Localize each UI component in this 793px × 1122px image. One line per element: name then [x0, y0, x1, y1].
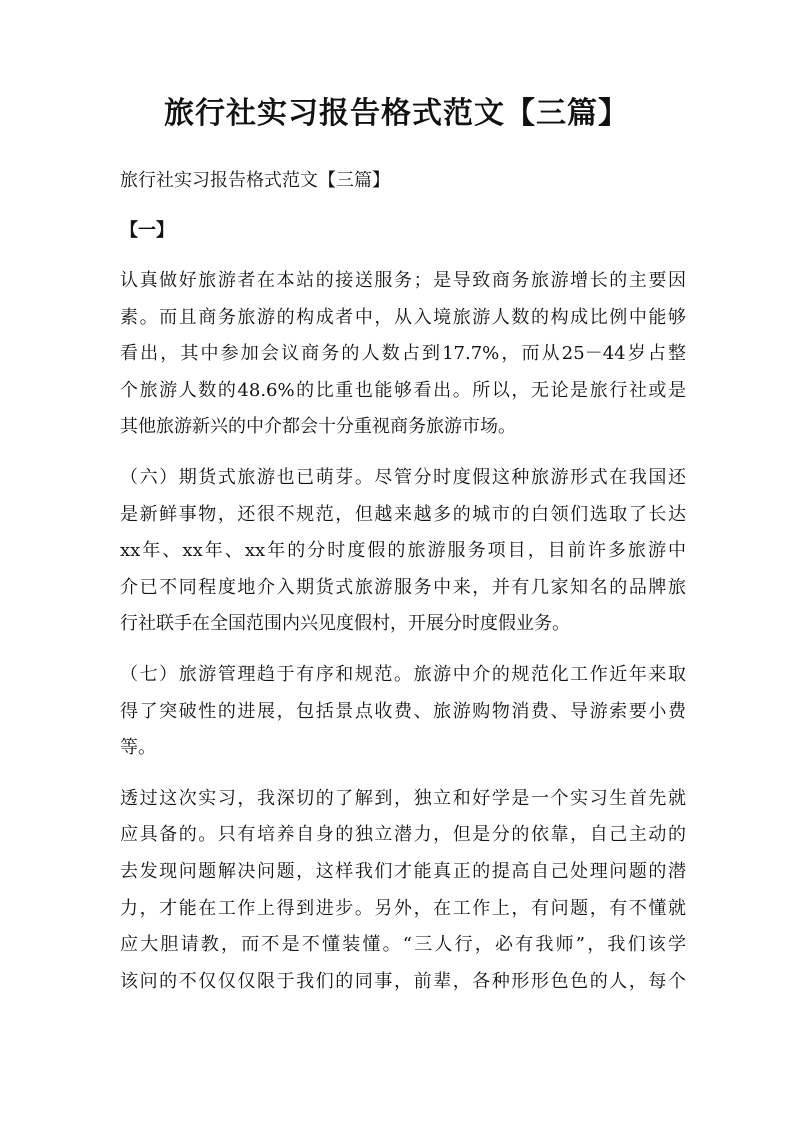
paragraph-line: 看出，其中参加会议商务的人数占到17.7%，而从25－44岁占整	[120, 343, 686, 365]
paragraph-line: 介已不同程度地介入期货式旅游服务中来，并有几家知名的品牌旅	[120, 576, 686, 598]
paragraph-line: 该问的不仅仅仅限于我们的同事，前辈，各种形形色色的人，每个	[120, 970, 686, 992]
paragraph-line: 去发现问题解决问题，这样我们才能真正的提高自己处理问题的潜	[120, 860, 686, 882]
paragraph-line: xx年、xx年、xx年的分时度假的旅游服务项目，目前许多旅游中	[120, 540, 686, 562]
paragraph-line: 透过这次实习，我深切的了解到，独立和好学是一个实习生首先就	[120, 787, 686, 809]
paragraph-line: 得了突破性的进展，包括景点收费、旅游购物消费、导游索要小费	[120, 700, 686, 722]
paragraph-line: （六）期货式旅游也已萌芽。尽管分时度假这种旅游形式在我国还	[120, 466, 686, 488]
paragraph-line: 等。	[120, 737, 156, 759]
document-title: 旅行社实习报告格式范文【三篇】	[164, 96, 629, 131]
paragraph-line: 认真做好旅游者在本站的接送服务；是导致商务旅游增长的主要因	[120, 270, 686, 291]
paragraph-line: 应具备的。只有培养自身的独立潜力，但是分的依靠，自己主动的	[120, 824, 686, 846]
paragraph-line: 应大胆请教，而不是不懂装懂。“三人行，必有我师”，我们该学	[120, 934, 686, 956]
paragraph	[120, 460, 686, 643]
paragraph-line: 素。而且商务旅游的构成者中，从入境旅游人数的构成比例中能够	[120, 306, 686, 328]
document-body	[120, 163, 686, 1014]
section-marker: 【一】	[120, 220, 174, 241]
document-subtitle: 旅行社实习报告格式范文【三篇】	[120, 170, 390, 191]
paragraph-line: 力，才能在工作上得到进步。另外，在工作上，有问题，有不懂就	[120, 897, 686, 919]
paragraph-line: 其他旅游新兴的中介都会十分重视商务旅游市场。	[120, 416, 516, 438]
paragraph-line: （七）旅游管理趋于有序和规范。旅游中介的规范化工作近年来取	[120, 663, 686, 685]
paragraph-line: 个旅游人数的48.6%的比重也能够看出。所以，无论是旅行社或是	[120, 379, 686, 401]
paragraph-line: 是新鲜事物，还很不规范，但越来越多的城市的白领们选取了长达	[120, 503, 686, 525]
paragraph	[120, 657, 686, 767]
paragraph	[120, 781, 686, 1001]
paragraph-line: 行社联手在全国范围内兴见度假村，开展分时度假业务。	[120, 613, 570, 635]
paragraph	[120, 263, 686, 446]
